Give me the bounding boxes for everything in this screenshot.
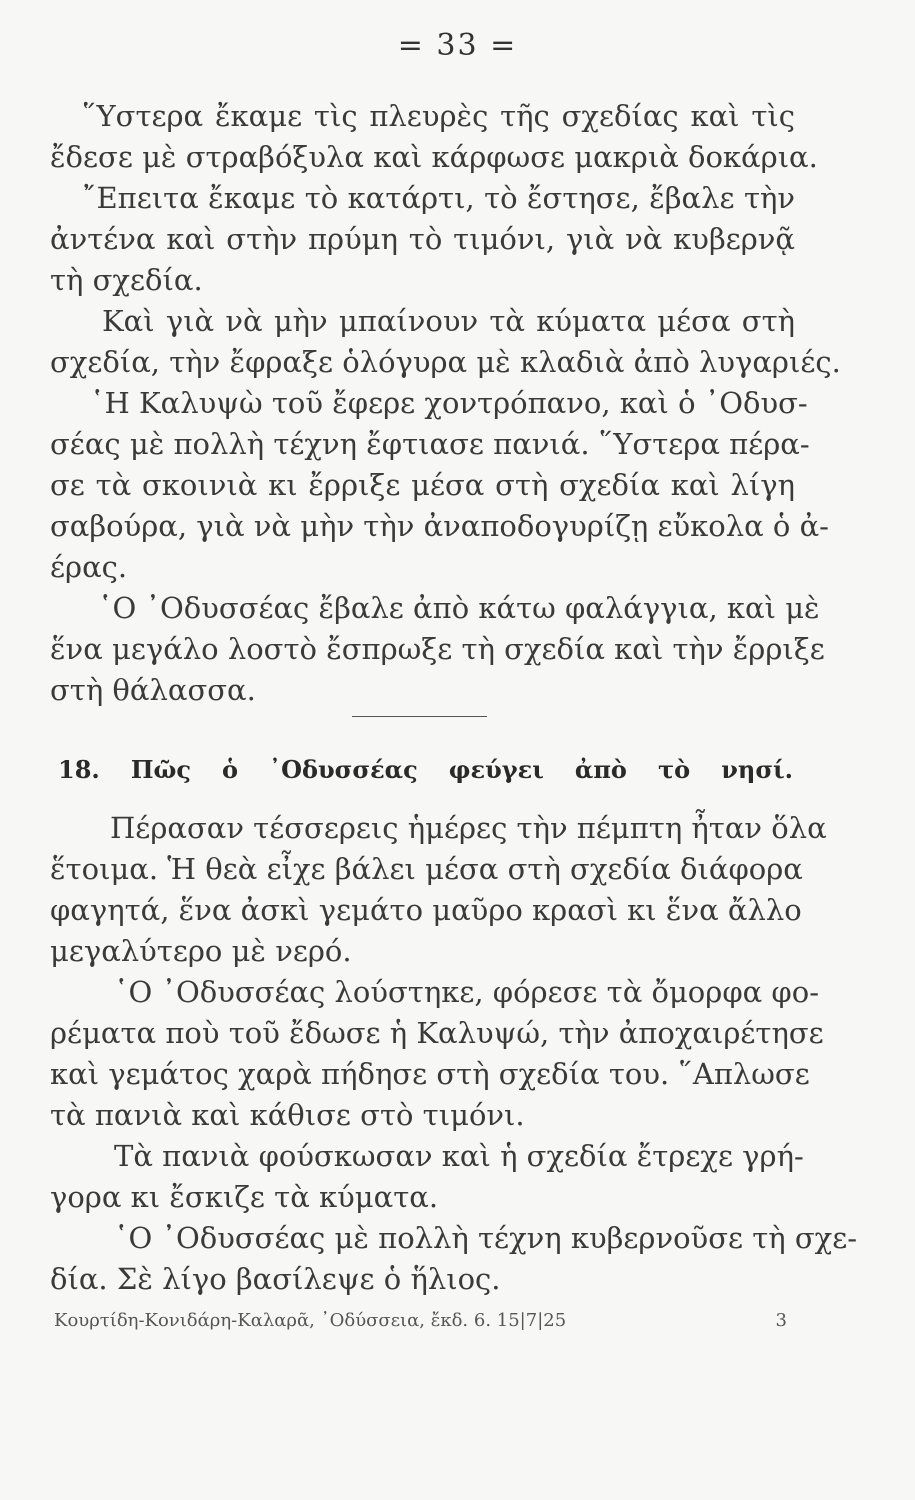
text-line: ῾Ο ᾿Οδυσσέας λούστηκε, φόρεσε τὰ ὄμορφα φο- xyxy=(114,975,819,1009)
section-divider xyxy=(352,716,487,717)
text-line: ἕτοιμα. Ἡ θεὰ εἶχε βάλει μέσα στὴ σχεδία διάφορα xyxy=(50,852,803,886)
footer-imprint: Κουρτίδη-Κονιδάρη-Καλαρᾶ, ᾿Οδύσσεια, ἔκδ. 6. 15|7|25 xyxy=(54,1310,567,1331)
text-line: Πέρασαν τέσσερεις ἡμέρες τὴν πέμπτη ἦταν ὅλα xyxy=(110,811,827,845)
text-line: έρας. xyxy=(50,550,128,584)
print-footer xyxy=(54,1306,799,1336)
text-line: σχεδία, τὴν ἔφραξε ὁλόγυρα μὲ κλαδιὰ ἀπὸ λυγαριές. xyxy=(50,345,841,379)
text-line: ἀντένα καὶ στὴν πρύμη τὸ τιμόνι, γιὰ νὰ κυβερνᾷ xyxy=(50,222,795,256)
text-line: φαγητά, ἕνα ἀσκὶ γεμάτο μαῦρο κρασὶ κι ἕνα ἄλλο xyxy=(50,893,802,927)
text-line: Καὶ γιὰ νὰ μὴν μπαίνουν τὰ κύματα μέσα στὴ xyxy=(102,304,795,338)
text-line: ῾Ο ᾿Οδυσσέας μὲ πολλὴ τέχνη κυβερνοῦσε τὴ σχε- xyxy=(114,1221,858,1255)
text-line: τὰ πανιὰ καὶ κάθισε στὸ τιμόνι. xyxy=(50,1098,525,1132)
text-line: ἕνα μεγάλο λοστὸ ἔσπρωξε τὴ σχεδία καὶ τὴν ἔρριξε xyxy=(50,632,825,666)
text-line: σαβούρα, γιὰ νὰ μὴν τὴν ἀναποδογυρίζῃ εὔκολα ὁ ἀ- xyxy=(50,509,829,543)
text-line: Τὰ πανιὰ φούσκωσαν καὶ ἡ σχεδία ἔτρεχε γρή- xyxy=(114,1139,804,1173)
text-line: στὴ θάλασσα. xyxy=(50,673,256,707)
section-body xyxy=(50,96,841,711)
page-number: = 33 = xyxy=(397,28,518,63)
text-line: δία. Σὲ λίγο βασίλεψε ὁ ἥλιος. xyxy=(50,1262,501,1296)
text-line: σέας μὲ πολλὴ τέχνη ἔφτιασε πανιά. ῞Υστερα πέρα- xyxy=(50,427,810,461)
text-line: ῞Υστερα ἔκαμε τὶς πλευρὲς τῆς σχεδίας καὶ τὶς xyxy=(82,99,795,133)
text-line: τὴ σχεδία. xyxy=(50,263,203,297)
text-line: ῎Επειτα ἔκαμε τὸ κατάρτι, τὸ ἔστησε, ἔβαλε τὴν xyxy=(82,181,795,215)
text-line: ἔδεσε μὲ στραβόξυλα καὶ κάρφωσε μακριὰ δοκάρια. xyxy=(50,140,818,174)
text-line: μεγαλύτερο μὲ νερό. xyxy=(50,934,352,968)
text-line: σε τὰ σκοινιὰ κι ἔρριξε μέσα στὴ σχεδία καὶ λίγη xyxy=(50,468,795,502)
text-line: γορα κι ἔσκιζε τὰ κύματα. xyxy=(50,1180,439,1214)
text-line: καὶ γεμάτος χαρὰ πήδησε στὴ σχεδία του. ῞Απλωσε xyxy=(50,1057,810,1091)
text-line: ῾Ο ᾿Οδυσσέας ἔβαλε ἀπὸ κάτω φαλάγγια, καὶ μὲ xyxy=(98,591,820,625)
section-body xyxy=(50,808,858,1300)
chapter-heading: 18. Πῶς ὁ ᾿Οδυσσέας φεύγει ἀπὸ τὸ νησί. xyxy=(58,755,793,784)
text-line: ῾Η Καλυψὼ τοῦ ἔφερε χοντρόπανο, καὶ ὁ ᾿Οδυσ- xyxy=(90,386,808,420)
text-line: ρέματα ποὺ τοῦ ἔδωσε ἡ Καλυψώ, τὴν ἀποχαιρέτησε xyxy=(50,1016,824,1050)
signature-mark: 3 xyxy=(775,1310,787,1331)
